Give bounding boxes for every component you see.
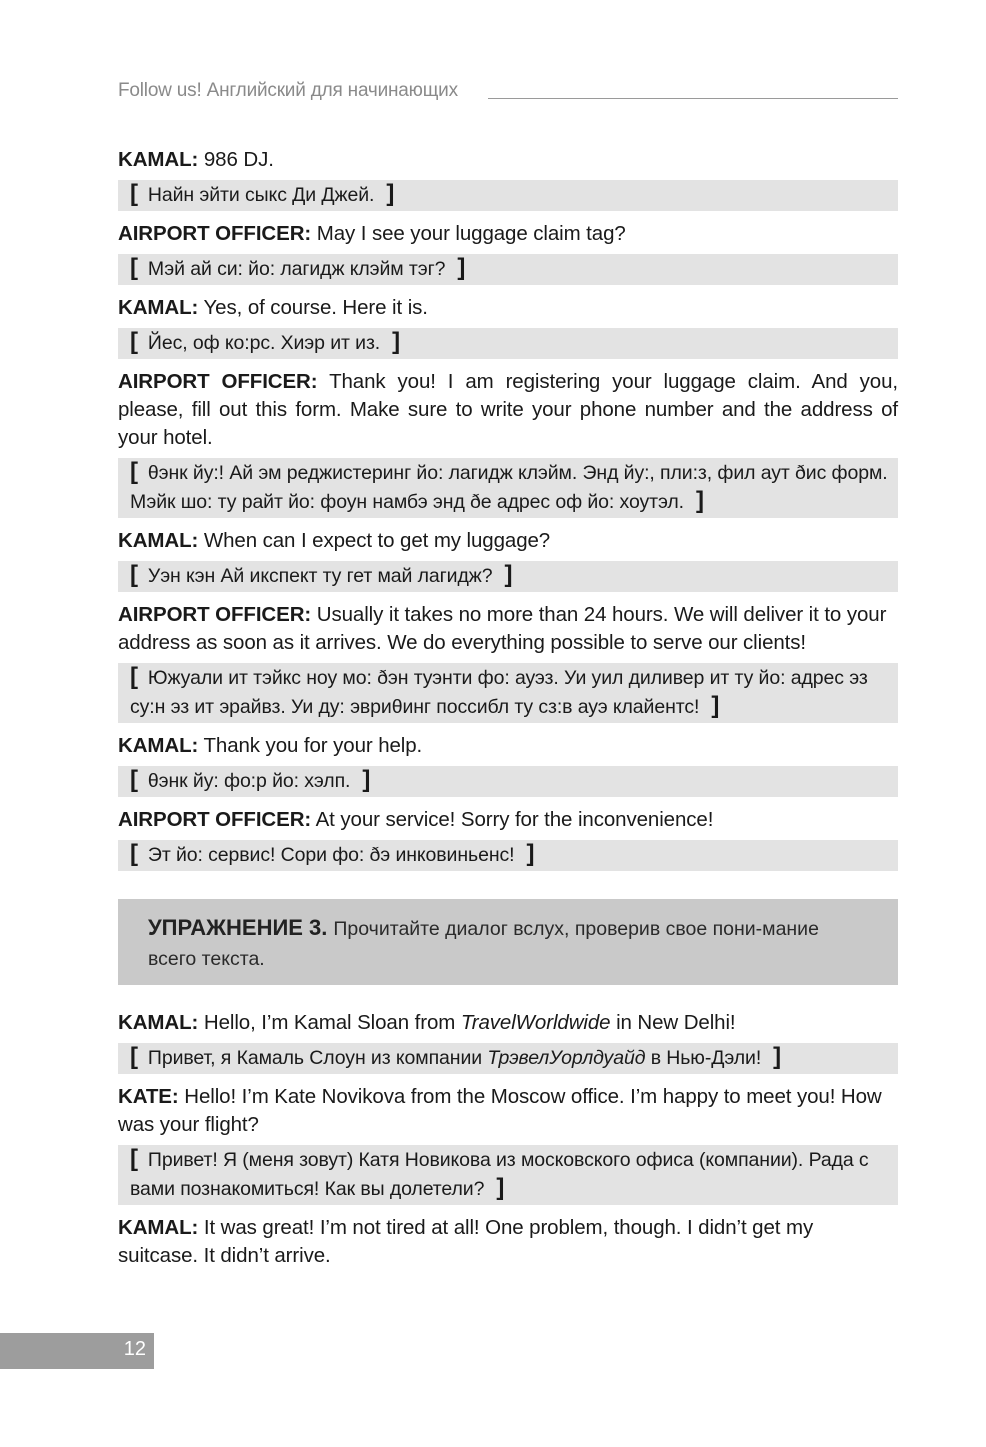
transcription-box (118, 1145, 898, 1205)
header-rule (488, 98, 898, 99)
page-number-tab (0, 1333, 154, 1369)
dialog-line (118, 1214, 898, 1270)
speaker-label: AIRPORT OFFICER: (118, 603, 312, 626)
transcription-text: Найн эйти сыкс Ди Джей. (147, 184, 375, 206)
transcription-text: θэнк йу:! Ай эм реджистеринг йо: лагидж клэйм. Энд йу:, пли:з, фил аут ðис форм. Мэйк шо: ту райт йо: фоун намбэ энд ðе адрес оф йо: хоутэл. (130, 462, 888, 513)
dialog-line (118, 527, 898, 555)
speaker-label: AIRPORT OFFICER: (118, 370, 318, 393)
open-bracket: [ (130, 766, 138, 793)
open-bracket: [ (130, 561, 138, 588)
speaker-label: KATE: (118, 1085, 179, 1108)
line-text: At your service! Sorry for the inconvenience! (315, 808, 714, 831)
speaker-label: AIRPORT OFFICER: (118, 808, 312, 831)
transcription-text: Привет! Я (меня зовут) Катя Новикова из московского офиса (компании). Рада с вами познакомиться! Как вы долетели? (130, 1149, 869, 1200)
dialog-line (118, 806, 898, 834)
open-bracket: [ (130, 840, 138, 867)
line-text: in New Delhi! (610, 1011, 736, 1034)
close-bracket: ] (496, 1174, 505, 1201)
page-number: 12 (123, 1338, 146, 1360)
transcription-box (118, 458, 898, 518)
transcription-text: Южуали ит тэйкс ноу мо: ðэн туэнти фо: ауэз. Уи уил диливер ит ту йо: адрес эз су:н эз ит эрайвз. Уи ду: эвриθинг поссибл ту сз:в ауэ клайентс! (130, 667, 868, 718)
line-text: Usually it takes no more than 24 hours. We will deliver it to your address as soon as it arrives. We do everything possible to serve our clients! (118, 603, 887, 654)
open-bracket: [ (130, 663, 138, 690)
close-bracket: ] (526, 840, 535, 867)
open-bracket: [ (130, 1043, 138, 1070)
dialog-line (118, 146, 898, 174)
line-text: When can I expect to get my luggage? (203, 529, 551, 552)
open-bracket: [ (130, 328, 138, 355)
dialog-line (118, 220, 898, 248)
company-name: TravelWorldwide (460, 1011, 611, 1034)
speaker-label: KAMAL: (118, 148, 199, 171)
close-bracket: ] (386, 180, 395, 207)
line-text: Yes, of course. Here it is. (203, 296, 428, 319)
transcription-text: Привет, я Камаль Слоун из компании (147, 1047, 488, 1069)
speaker-label: KAMAL: (118, 734, 199, 757)
transcription-box (118, 766, 898, 797)
transcription-box (118, 840, 898, 871)
open-bracket: [ (130, 254, 138, 281)
running-header-title: Follow us! Английский для начинающих (118, 80, 458, 101)
transcription-text: в Нью-Дэли! (645, 1047, 762, 1069)
speaker-label: KAMAL: (118, 529, 199, 552)
open-bracket: [ (130, 1145, 138, 1172)
transcription-box (118, 561, 898, 592)
dialog-line (118, 294, 898, 322)
open-bracket: [ (130, 458, 138, 485)
running-header (118, 80, 898, 108)
exercise-instruction: Прочитайте диалог вслух, проверив свое пони-мание всего текста. (148, 918, 819, 970)
dialog-line (118, 732, 898, 760)
company-name: ТрэвелУорлдуайд (487, 1047, 646, 1069)
speaker-label: KAMAL: (118, 1216, 199, 1239)
speaker-label: AIRPORT OFFICER: (118, 222, 312, 245)
transcription-box (118, 254, 898, 285)
line-text: Hello, I’m Kamal Sloan from (203, 1011, 461, 1034)
line-text: Thank you! I am registering your luggage claim. And you, please, fill out this form. Make sure to write your phone number and the address of your hotel. (118, 370, 898, 449)
transcription-text: Йес, оф ко:рс. Хиэр ит из. (147, 332, 381, 354)
dialog-line (118, 368, 898, 452)
transcription-box (118, 1043, 898, 1074)
open-bracket: [ (130, 180, 138, 207)
dialog-line (118, 1083, 898, 1139)
close-bracket: ] (362, 766, 371, 793)
line-text: It was great! I’m not tired at all! One problem, though. I didn’t get my suitcase. It didn’t arrive. (118, 1216, 814, 1267)
exercise-label: УПРАЖНЕНИЕ 3. (148, 915, 328, 940)
close-bracket: ] (773, 1043, 782, 1070)
transcription-text: θэнк йу: фо:р йо: хэлп. (147, 770, 351, 792)
speaker-label: KAMAL: (118, 296, 199, 319)
transcription-box (118, 328, 898, 359)
transcription-text: Уэн кэн Ай икспект ту гет май лагидж? (147, 565, 493, 587)
dialog-line (118, 1009, 898, 1037)
exercise-box (118, 899, 898, 985)
close-bracket: ] (711, 692, 720, 719)
close-bracket: ] (504, 561, 513, 588)
line-text: Thank you for your help. (203, 734, 423, 757)
transcription-box (118, 180, 898, 211)
close-bracket: ] (457, 254, 466, 281)
line-text: Hello! I’m Kate Novikova from the Moscow office. I’m happy to meet you! How was your flight? (118, 1085, 882, 1136)
transcription-text: Мэй ай си: йо: лагидж клэйм тэг? (147, 258, 446, 280)
transcription-text: Эт йо: сервис! Сори фо: ðэ инковиньенс! (147, 844, 515, 866)
dialog-line (118, 601, 898, 657)
transcription-box (118, 663, 898, 723)
page-content (118, 146, 898, 1276)
close-bracket: ] (392, 328, 401, 355)
close-bracket: ] (695, 487, 704, 514)
line-text: May I see your luggage claim tag? (316, 222, 626, 245)
speaker-label: KAMAL: (118, 1011, 199, 1034)
line-text: 986 DJ. (203, 148, 274, 171)
